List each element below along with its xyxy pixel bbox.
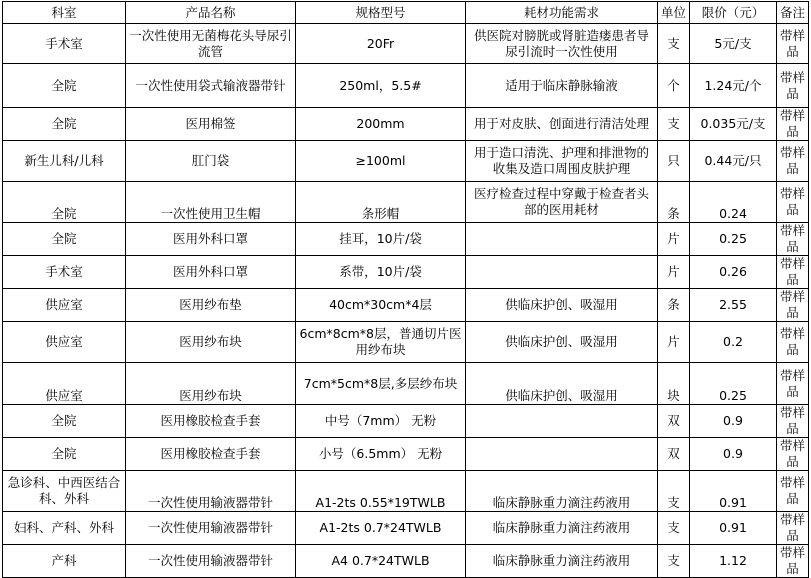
department-cell: 供应室 [3, 363, 126, 405]
department-cell: 急诊科、中西医结合科、外科 [3, 471, 126, 512]
function-cell: 医疗检查过程中穿戴于检查者头部的医用耗材 [466, 182, 658, 223]
header-row [3, 2, 809, 24]
price-cell: 0.24 [690, 182, 777, 223]
table-row [3, 223, 809, 256]
unit-cell: 条 [658, 289, 690, 322]
price-cell: 0.9 [690, 438, 777, 471]
header-remark: 备注 [777, 2, 809, 24]
department-cell: 供应室 [3, 322, 126, 363]
table-row [3, 289, 809, 322]
product-name-cell: 医用橡胶检查手套 [126, 438, 296, 471]
unit-cell: 个 [658, 64, 690, 108]
department-cell: 新生儿科/儿科 [3, 141, 126, 182]
remark-cell: 带样品 [777, 141, 809, 182]
unit-cell: 片 [658, 223, 690, 256]
spec-cell: 7cm*5cm*8层,多层纱布块 [296, 363, 466, 405]
table-row [3, 405, 809, 438]
department-cell: 手术室 [3, 256, 126, 289]
remark-cell: 带样品 [777, 256, 809, 289]
unit-cell: 块 [658, 363, 690, 405]
remark-cell: 带样品 [777, 471, 809, 512]
header-function: 耗材功能需求 [466, 2, 658, 24]
spec-cell: 40cm*30cm*4层 [296, 289, 466, 322]
remark-cell: 带样品 [777, 438, 809, 471]
product-name-cell: 医用橡胶检查手套 [126, 405, 296, 438]
spec-cell: 20Fr [296, 24, 466, 64]
table-row [3, 256, 809, 289]
product-name-cell: 医用外科口罩 [126, 256, 296, 289]
function-cell: 供临床护创、吸湿用 [466, 363, 658, 405]
unit-cell: 条 [658, 182, 690, 223]
remark-cell: 带样品 [777, 363, 809, 405]
function-cell: 临床静脉重力滴注药液用 [466, 512, 658, 545]
department-cell: 手术室 [3, 24, 126, 64]
function-cell: 用于造口清洗、护理和排泄物的收集及造口周围皮肤护理 [466, 141, 658, 182]
unit-cell: 双 [658, 438, 690, 471]
price-cell: 0.25 [690, 363, 777, 405]
product-name-cell: 一次性使用输液器带针 [126, 545, 296, 578]
function-cell: 供临床护创、吸湿用 [466, 322, 658, 363]
price-cell: 0.2 [690, 322, 777, 363]
product-name-cell: 医用纱布垫 [126, 289, 296, 322]
department-cell: 产科 [3, 545, 126, 578]
header-unit: 单位 [658, 2, 690, 24]
remark-cell: 带样品 [777, 322, 809, 363]
function-cell: 用于对皮肤、创面进行清洁处理 [466, 108, 658, 141]
remark-cell: 带样品 [777, 223, 809, 256]
function-cell: 临床静脉重力滴注药液用 [466, 545, 658, 578]
unit-cell: 支 [658, 471, 690, 512]
table-row [3, 438, 809, 471]
unit-cell: 双 [658, 405, 690, 438]
unit-cell: 只 [658, 141, 690, 182]
department-cell: 全院 [3, 182, 126, 223]
spec-cell: A4 0.7*24TWLB [296, 545, 466, 578]
remark-cell: 带样品 [777, 24, 809, 64]
header-spec: 规格型号 [296, 2, 466, 24]
product-name-cell: 一次性使用袋式输液器带针 [126, 64, 296, 108]
table-row [3, 545, 809, 578]
product-name-cell: 肛门袋 [126, 141, 296, 182]
department-cell: 全院 [3, 223, 126, 256]
product-name-cell: 医用纱布块 [126, 363, 296, 405]
table-row [3, 363, 809, 405]
function-cell: 供临床护创、吸湿用 [466, 289, 658, 322]
table-row [3, 512, 809, 545]
spec-cell: 中号（7mm） 无粉 [296, 405, 466, 438]
department-cell: 全院 [3, 64, 126, 108]
product-name-cell: 一次性使用无菌梅花头导尿引流管 [126, 24, 296, 64]
unit-cell: 片 [658, 322, 690, 363]
table-row [3, 322, 809, 363]
unit-cell: 支 [658, 24, 690, 64]
department-cell: 全院 [3, 405, 126, 438]
remark-cell: 带样品 [777, 64, 809, 108]
product-name-cell: 医用棉签 [126, 108, 296, 141]
table-row [3, 108, 809, 141]
department-cell: 供应室 [3, 289, 126, 322]
price-cell: 1.12 [690, 545, 777, 578]
price-cell: 0.25 [690, 223, 777, 256]
spec-cell: 200mm [296, 108, 466, 141]
remark-cell: 带样品 [777, 512, 809, 545]
product-name-cell: 一次性使用卫生帽 [126, 182, 296, 223]
department-cell: 全院 [3, 108, 126, 141]
price-cell: 1.24元/个 [690, 64, 777, 108]
department-cell: 妇科、产科、外科 [3, 512, 126, 545]
function-cell [466, 256, 658, 289]
spec-cell: 系带，10片/袋 [296, 256, 466, 289]
header-product-name: 产品名称 [126, 2, 296, 24]
product-name-cell: 一次性使用输液器带针 [126, 471, 296, 512]
remark-cell: 带样品 [777, 108, 809, 141]
price-cell: 0.44元/只 [690, 141, 777, 182]
header-department: 科室 [3, 2, 126, 24]
price-cell: 5元/支 [690, 24, 777, 64]
price-cell: 0.035元/支 [690, 108, 777, 141]
function-cell [466, 405, 658, 438]
price-cell: 0.9 [690, 405, 777, 438]
spec-cell: A1-2ts 0.55*19TWLB [296, 471, 466, 512]
price-cell: 2.55 [690, 289, 777, 322]
price-cell: 0.91 [690, 512, 777, 545]
remark-cell: 带样品 [777, 545, 809, 578]
spec-cell: A1-2ts 0.7*24TWLB [296, 512, 466, 545]
unit-cell: 片 [658, 256, 690, 289]
function-cell [466, 223, 658, 256]
remark-cell: 带样品 [777, 182, 809, 223]
spec-cell: 6cm*8cm*8层，普通切片医用纱布块 [296, 322, 466, 363]
price-cell: 0.91 [690, 471, 777, 512]
department-cell: 全院 [3, 438, 126, 471]
function-cell [466, 438, 658, 471]
unit-cell: 支 [658, 545, 690, 578]
product-name-cell: 一次性使用输液器带针 [126, 512, 296, 545]
spec-cell: ≥100ml [296, 141, 466, 182]
spec-cell: 小号（6.5mm） 无粉 [296, 438, 466, 471]
product-name-cell: 医用纱布块 [126, 322, 296, 363]
spec-cell: 挂耳，10片/袋 [296, 223, 466, 256]
table-row [3, 182, 809, 223]
header-price-limit: 限价（元） [690, 2, 777, 24]
table-row [3, 141, 809, 182]
spec-cell: 250ml，5.5# [296, 64, 466, 108]
function-cell: 供医院对膀胱或肾脏造瘘患者导尿引流时一次性使用 [466, 24, 658, 64]
table-row [3, 471, 809, 512]
function-cell: 适用于临床静脉输液 [466, 64, 658, 108]
price-cell: 0.26 [690, 256, 777, 289]
table-row [3, 64, 809, 108]
table-row [3, 24, 809, 64]
unit-cell: 支 [658, 108, 690, 141]
function-cell: 临床静脉重力滴注药液用 [466, 471, 658, 512]
procurement-table [2, 1, 809, 578]
spec-cell: 条形帽 [296, 182, 466, 223]
product-name-cell: 医用外科口罩 [126, 223, 296, 256]
remark-cell: 带样品 [777, 405, 809, 438]
remark-cell: 带样品 [777, 289, 809, 322]
unit-cell: 支 [658, 512, 690, 545]
